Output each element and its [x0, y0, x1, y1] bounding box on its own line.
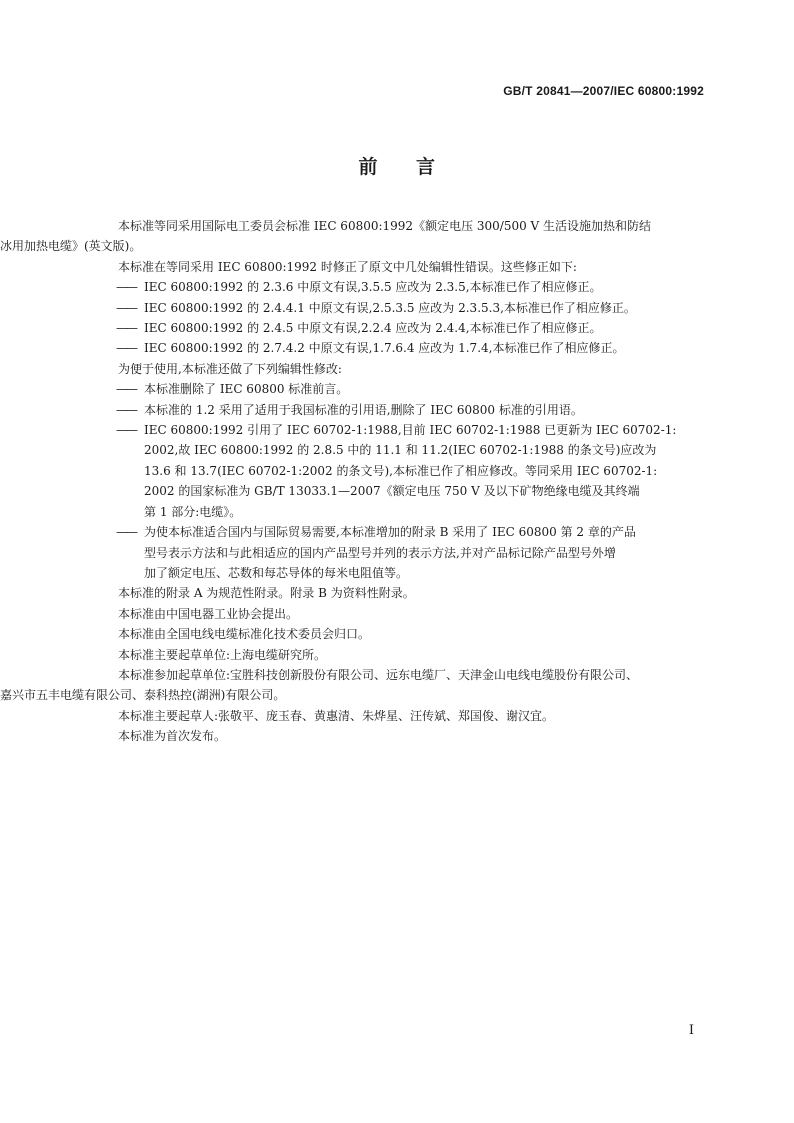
paragraph-adoption-line-2: 冰用加热电缆》(英文版)。 [0, 239, 142, 254]
list-item-text: 本标准的 1.2 采用了适用于我国标准的引用语,删除了 IEC 60800 标准的引用语。 [144, 402, 583, 417]
page-title [0, 152, 794, 179]
list-item-edit-3 [116, 420, 704, 522]
list-item-text-line-1: 为使本标准适合国内与国际贸易需要,本标准增加的附录 B 采用了 IEC 60800 第 2 章的产品 [144, 525, 636, 540]
list-item-edit-1 [116, 379, 704, 399]
list-item-text: IEC 60800:1992 的 2.4.4.1 中原文有误,2.5.3.5 应改为 2.3.5.3,本标准已作了相应修正。 [144, 300, 636, 315]
paragraph-first-release: 本标准为首次发布。 [118, 729, 227, 744]
paragraph-drafters: 本标准主要起草人:张敬平、庞玉春、黄惠清、朱烨星、汪传斌、郑国俊、谢汉宜。 [118, 708, 555, 723]
dash-marker: —— [116, 300, 136, 315]
dash-marker: —— [116, 382, 136, 397]
title-char-right: 言 [416, 156, 436, 178]
list-item-edit-2 [116, 400, 704, 420]
list-item-text-line-2: 2002,故 IEC 60800:1992 的 2.8.5 中的 11.1 和 11.2(IEC 60702-1:1988 的条文号)应改为 [144, 443, 657, 458]
foreword-body [0, 216, 704, 747]
list-item-edit-4 [116, 522, 704, 583]
paragraph-corrections-intro: 本标准在等同采用 IEC 60800:1992 时修正了原文中几处编辑性错误。这些修正如下: [118, 259, 577, 274]
list-item-text: IEC 60800:1992 的 2.4.5 中原文有误,2.2.4 应改为 2.4.4,本标准已作了相应修正。 [144, 321, 602, 336]
paragraph-adoption-line-1: 本标准等同采用国际电工委员会标准 IEC 60800:1992《额定电压 300/500 V 生活设施加热和防结 [118, 219, 652, 233]
paragraph-annexes: 本标准的附录 A 为规范性附录。附录 B 为资料性附录。 [118, 586, 415, 601]
dash-marker: —— [116, 341, 136, 356]
paragraph-adoption [0, 216, 704, 257]
paragraph-participating-line-1: 本标准参加起草单位:宝胜科技创新股份有限公司、远东电缆厂、天津金山电线电缆股份有限公司、 [118, 667, 639, 682]
list-item-correction-1 [116, 277, 704, 297]
dash-marker: —— [116, 321, 136, 336]
paragraph-proposer: 本标准由中国电器工业协会提出。 [118, 606, 299, 621]
list-item-text-line-5: 第 1 部分:电缆》。 [144, 504, 242, 519]
dash-marker: —— [116, 525, 136, 540]
page-number: I [688, 1023, 694, 1038]
standard-code: GB/T 20841—2007/IEC 60800:1992 [503, 84, 704, 98]
list-item-text: IEC 60800:1992 的 2.3.6 中原文有误,3.5.5 应改为 2.3.5,本标准已作了相应修正。 [144, 280, 602, 295]
list-item-correction-3 [116, 318, 704, 338]
dash-marker: —— [116, 423, 136, 438]
dash-marker: —— [116, 402, 136, 417]
list-item-correction-4 [116, 338, 704, 358]
list-item-text: IEC 60800:1992 的 2.7.4.2 中原文有误,1.7.6.4 应改为 1.7.4,本标准已作了相应修正。 [144, 341, 625, 356]
paragraph-main-drafter: 本标准主要起草单位:上海电缆研究所。 [118, 647, 327, 662]
title-char-left: 前 [358, 156, 378, 178]
list-item-text: 本标准删除了 IEC 60800 标准前言。 [144, 382, 349, 397]
list-item-text-line-4: 2002 的国家标准为 GB/T 13033.1—2007《额定电压 750 V 及以下矿物绝缘电缆及其终端 [144, 484, 640, 499]
list-item-correction-2 [116, 298, 704, 318]
paragraph-participating-line-2: 嘉兴市五丰电缆有限公司、泰科热控(湖洲)有限公司。 [0, 688, 286, 703]
paragraph-committee: 本标准由全国电线电缆标准化技术委员会归口。 [118, 627, 371, 642]
list-item-text-line-2: 型号表示方法和与此相适应的国内产品型号并列的表示方法,并对产品标记除产品型号外增 [144, 545, 616, 560]
list-item-text-line-3: 加了额定电压、芯数和每芯导体的每米电阻值等。 [144, 565, 409, 580]
dash-marker: —— [116, 280, 136, 295]
paragraph-edits-intro: 为便于使用,本标准还做了下列编辑性修改: [118, 361, 342, 376]
paragraph-participating-drafters [0, 665, 704, 706]
list-item-text-line-1: IEC 60800:1992 引用了 IEC 60702-1:1988,目前 IEC 60702-1:1988 已更新为 IEC 60702-1: [144, 423, 677, 438]
list-item-text-line-3: 13.6 和 13.7(IEC 60702-1:2002 的条文号),本标准已作了相应修改。等同采用 IEC 60702-1: [144, 463, 658, 478]
